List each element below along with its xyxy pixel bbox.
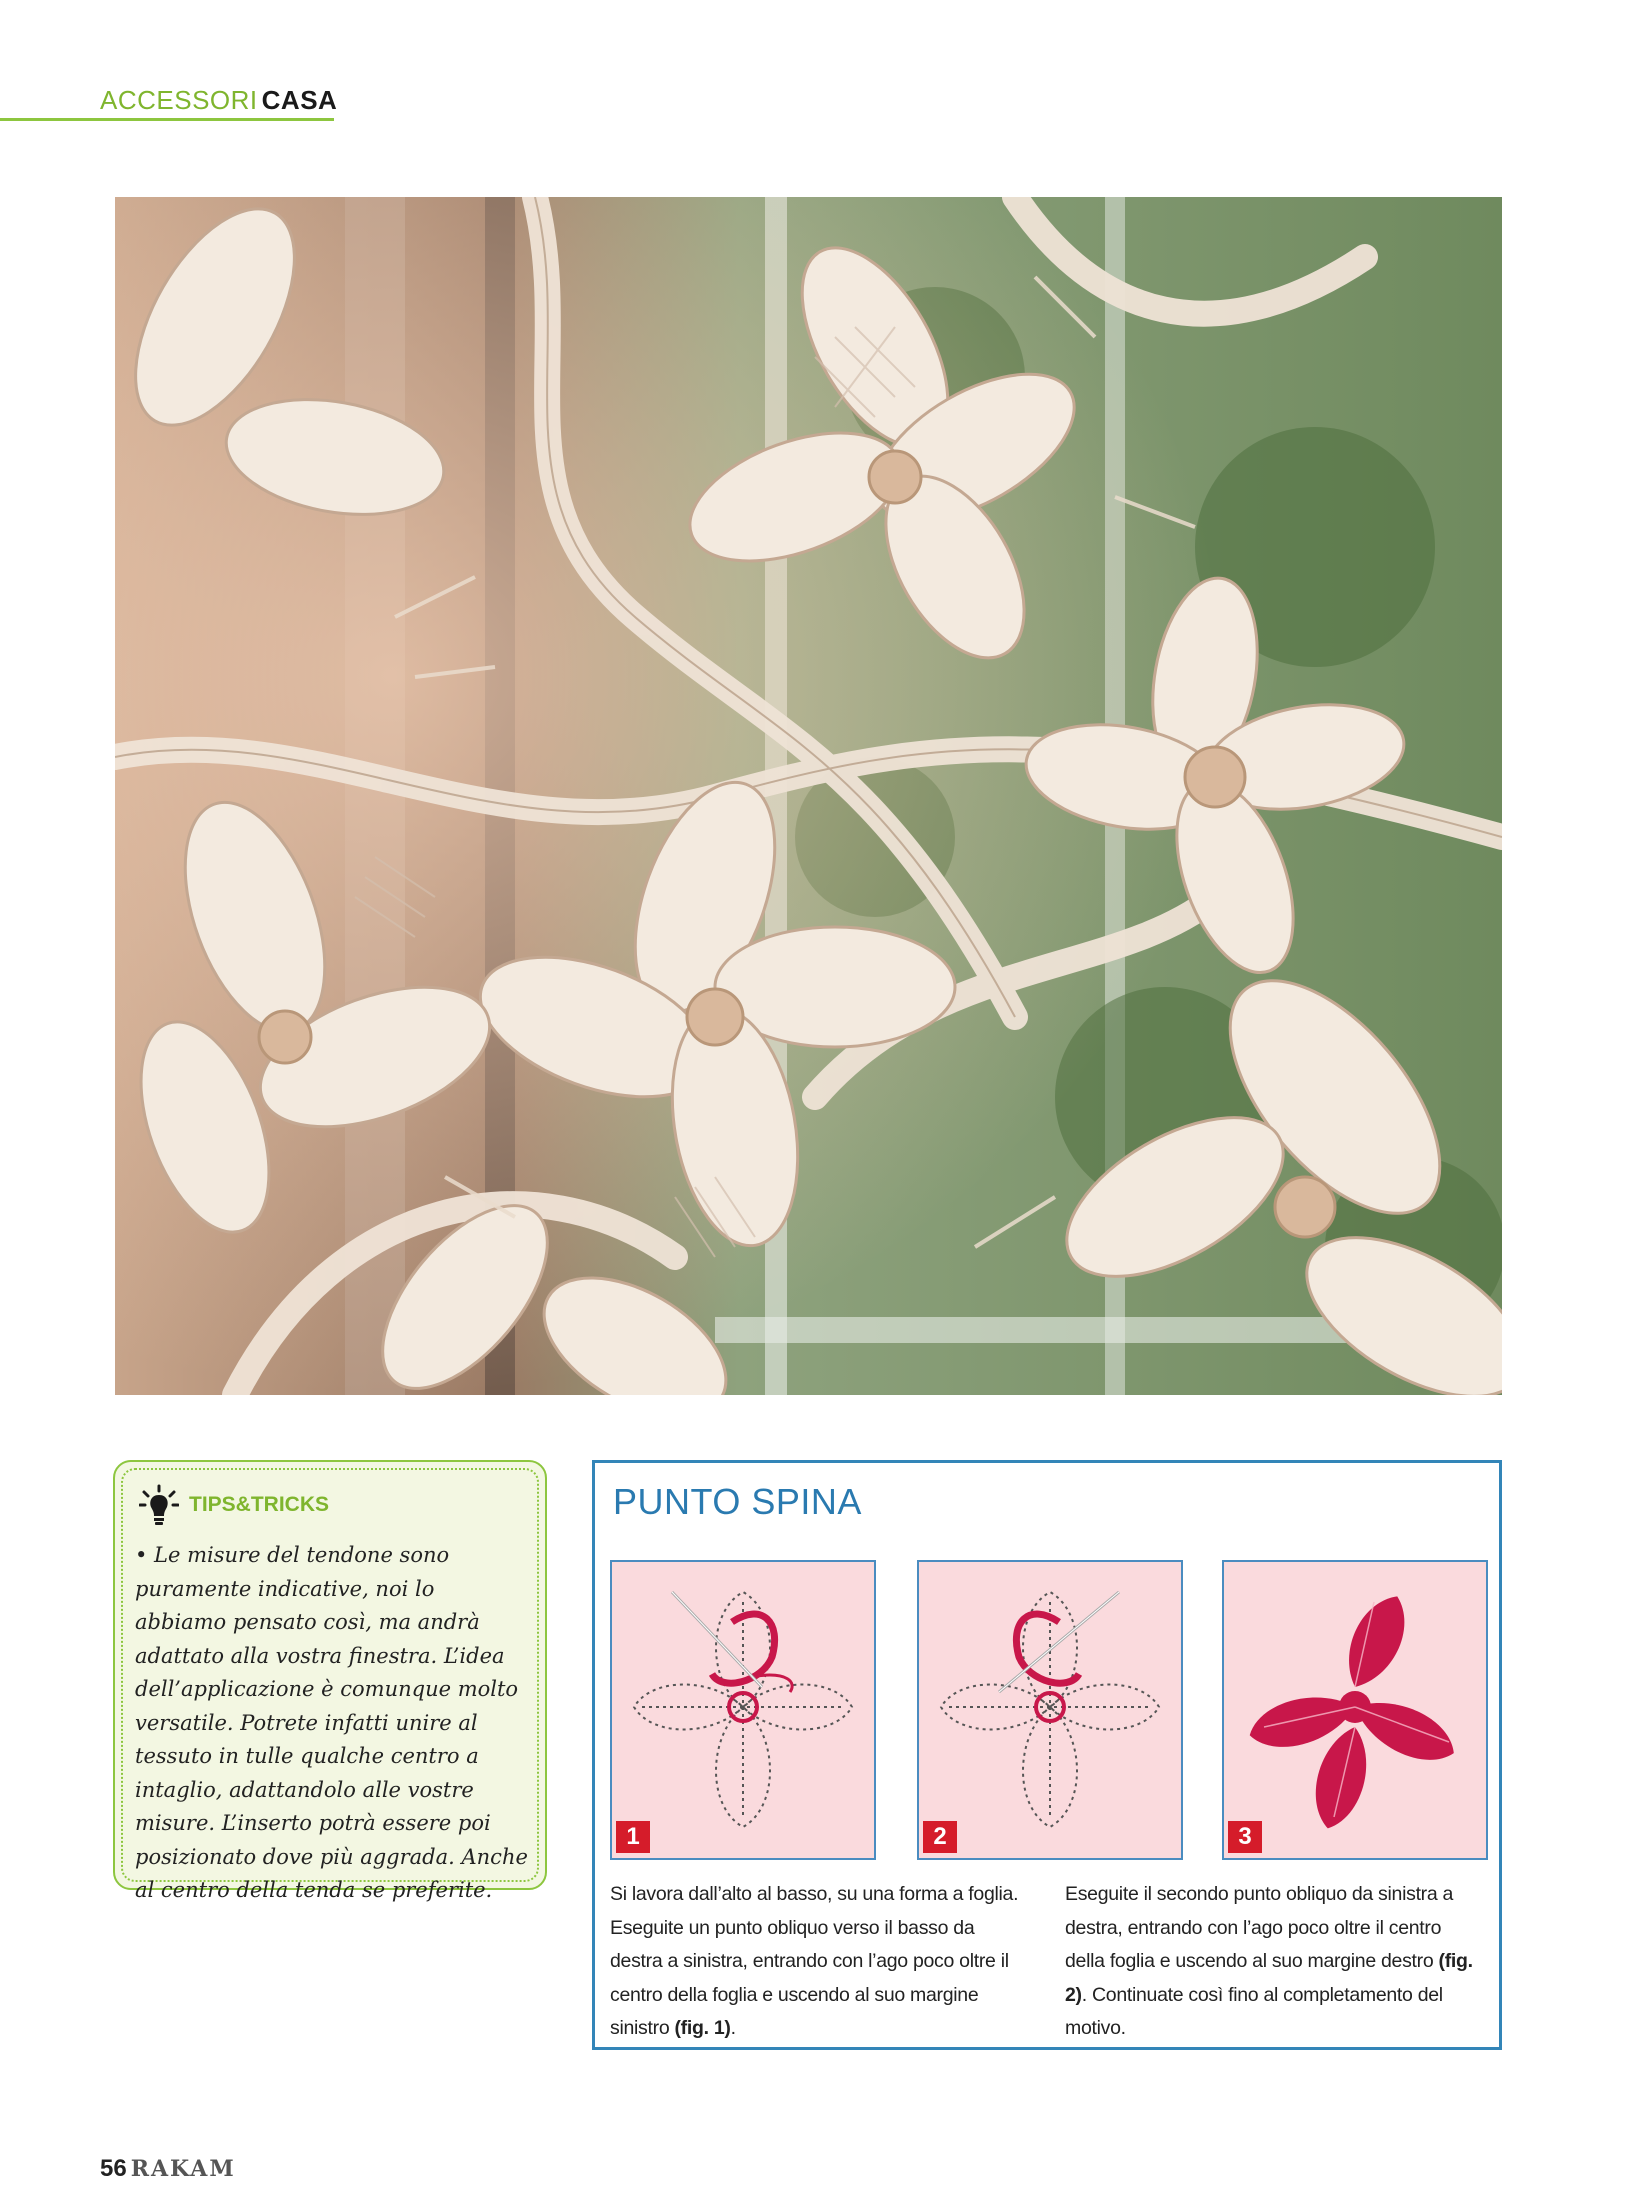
figure-2 xyxy=(917,1560,1183,1860)
lightbulb-icon xyxy=(139,1484,179,1526)
magazine-name: RAKAM xyxy=(130,2156,236,2182)
page-footer xyxy=(100,2155,236,2183)
tips-text: • Le misure del tendone sono puramente indicative, noi lo abbiamo pensato così, ma andrà adattato alla vostra finestra. L’idea dell’applicazione è comunque molto versatile. Potrete infatti unire al tessuto in tulle qualche centro a intaglio, adattandolo alle vostre misure. L’inserto potrà essere poi posizionato dove più aggrada. Anche al centro della tenda se preferite. xyxy=(135,1543,528,1902)
figure-number: 2 xyxy=(923,1821,957,1853)
page-number: 56 xyxy=(100,2155,127,2182)
punto-spina-title: PUNTO SPINA xyxy=(613,1481,862,1522)
punto-spina-box xyxy=(592,1460,1502,2050)
caption-left-end: . xyxy=(730,2017,736,2039)
caption-left xyxy=(610,1878,1030,2046)
category-label: CASA xyxy=(261,85,338,115)
figure-3 xyxy=(1222,1560,1488,1860)
photo-cutwork-curtain xyxy=(115,197,1502,1395)
figure-number: 3 xyxy=(1228,1821,1262,1853)
tips-box xyxy=(113,1460,547,1902)
tips-label: TIPS&TRICKS xyxy=(189,1493,330,1516)
figure-2-diagram xyxy=(919,1562,1181,1858)
section-label: ACCESSORI xyxy=(100,85,258,115)
figure-3-diagram xyxy=(1224,1562,1486,1858)
caption-left-text: Si lavora dall’alto al basso, su una forma a foglia. Eseguite un punto obliquo verso il basso da destra a sinistra, entrando con l’ago poco oltre il centro della foglia e uscendo al suo margine sinistro xyxy=(610,1883,1019,2039)
caption-left-ref: (fig. 1) xyxy=(674,2017,731,2039)
section-header xyxy=(100,85,337,116)
header-rule xyxy=(0,118,334,121)
caption-right xyxy=(1065,1878,1485,2046)
figure-number: 1 xyxy=(616,1821,650,1853)
figure-1-diagram xyxy=(612,1562,874,1858)
caption-right-ref: (fig. 2) xyxy=(1065,1950,1473,2006)
caption-right-text: Eseguite il secondo punto obliquo da sinistra a destra, entrando con l’ago poco oltre il centro della foglia e uscendo al suo margine destro xyxy=(1065,1883,1454,1972)
figure-1 xyxy=(610,1560,876,1860)
caption-right-end: . Continuate così fino al completamento del motivo. xyxy=(1065,1983,1443,2039)
tips-heading xyxy=(139,1484,329,1526)
